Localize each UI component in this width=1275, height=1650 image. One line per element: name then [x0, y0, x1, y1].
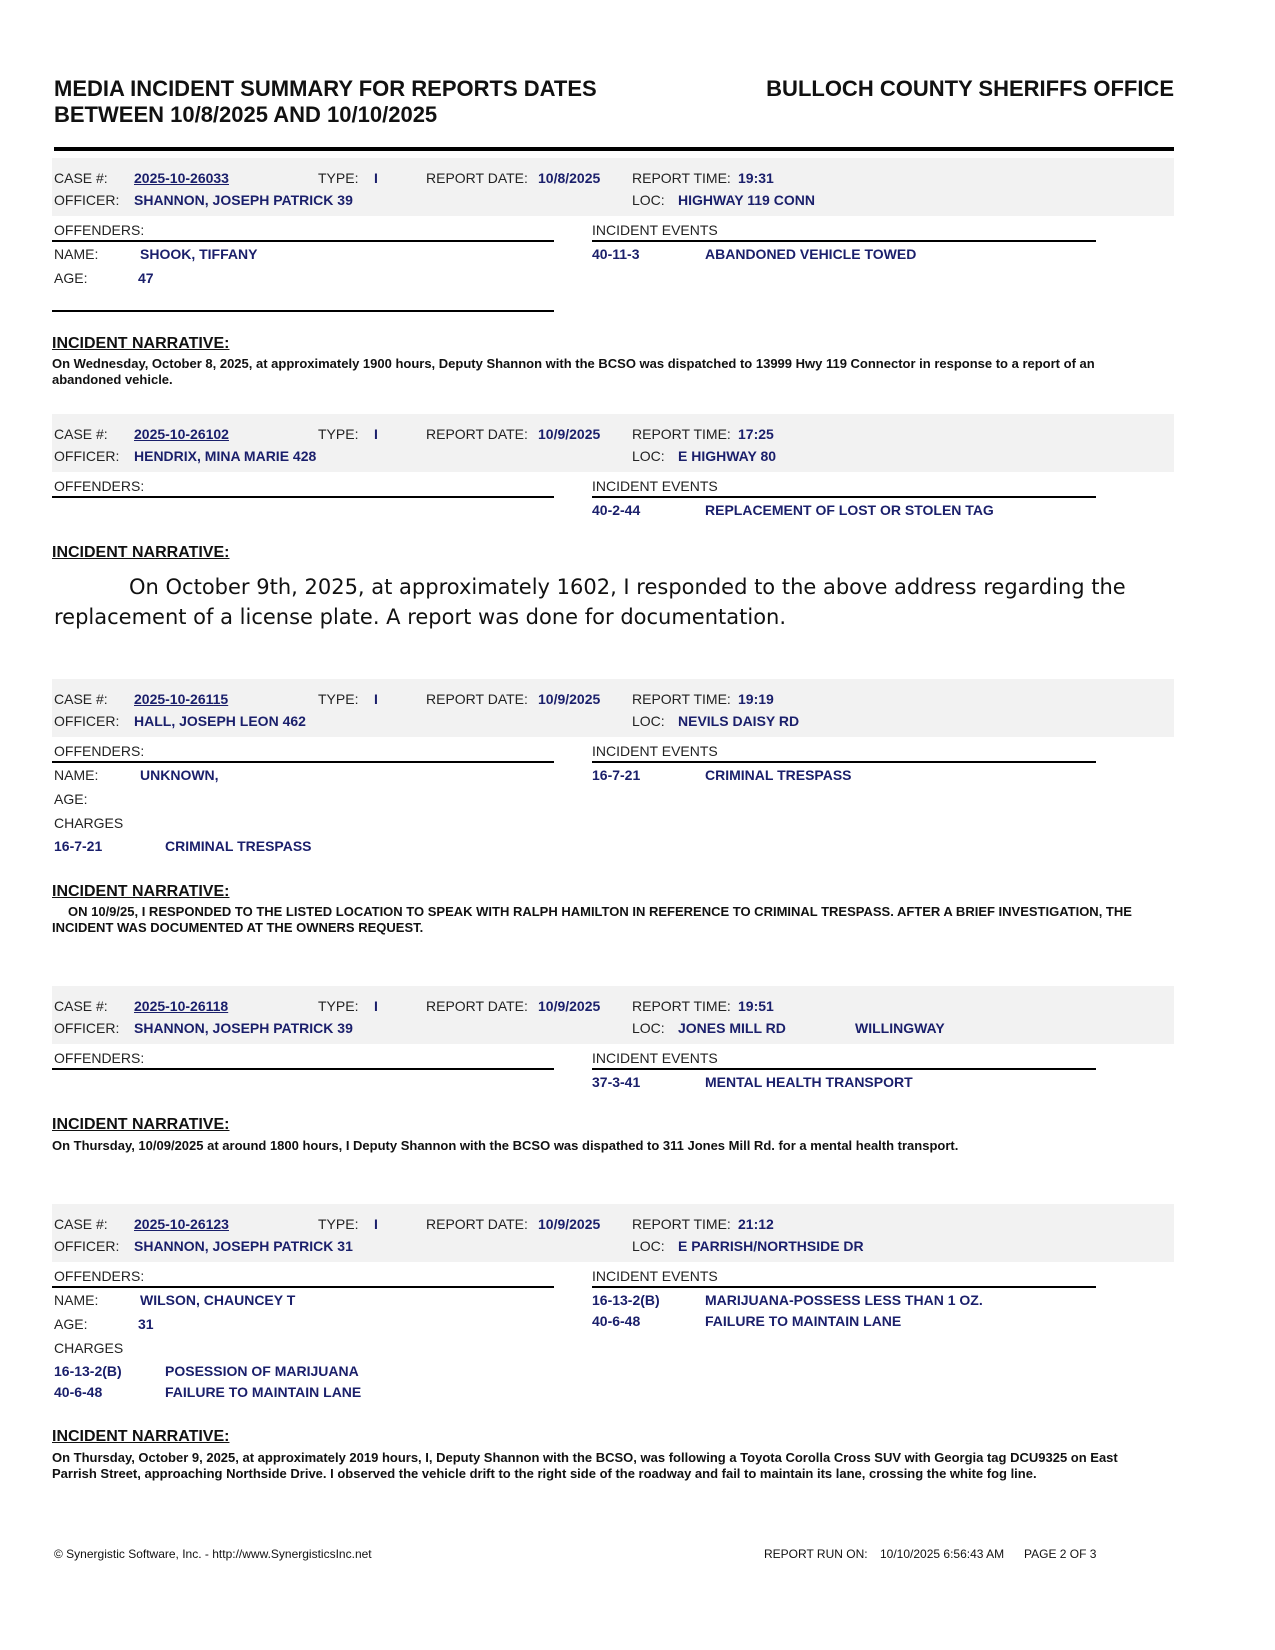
- events-divider: [592, 1286, 1096, 1288]
- narrative-heading: INCIDENT NARRATIVE:: [52, 1428, 230, 1445]
- type-value: I: [374, 426, 378, 442]
- report-date-value: 10/9/2025: [538, 691, 601, 707]
- event-description: REPLACEMENT OF LOST OR STOLEN TAG: [705, 502, 994, 518]
- events-divider: [592, 1068, 1096, 1070]
- narrative-heading: INCIDENT NARRATIVE:: [52, 544, 230, 561]
- header-divider: [54, 147, 1174, 151]
- narrative-heading: INCIDENT NARRATIVE:: [52, 1116, 230, 1133]
- officer-value: HALL, JOSEPH LEON 462: [134, 713, 306, 729]
- narrative-text: On Thursday, 10/09/2025 at around 1800 hours, I Deputy Shannon with the BCSO was dispathed to 311 Jones Mill Rd. for a mental health transport.: [52, 1138, 959, 1153]
- report-date-label: REPORT DATE:: [426, 170, 528, 186]
- narrative-text: On October 9th, 2025, at approximately 1602, I responded to the above address regarding the replacement of a license plate. A report was done for documentation.: [54, 575, 1126, 629]
- officer-label: OFFICER:: [54, 448, 120, 464]
- offenders-divider: [52, 240, 554, 242]
- report-date-value: 10/9/2025: [538, 1216, 601, 1232]
- event-description: MENTAL HEALTH TRANSPORT: [705, 1074, 913, 1090]
- offenders-label: OFFENDERS:: [54, 1268, 145, 1284]
- event-description: ABANDONED VEHICLE TOWED: [705, 246, 917, 262]
- offender-name: WILSON, CHAUNCEY T: [140, 1292, 296, 1308]
- type-value: I: [374, 170, 378, 186]
- narrative-text: ON 10/9/25, I RESPONDED TO THE LISTED LOCATION TO SPEAK WITH RALPH HAMILTON IN REFERENCE TO CRIMINAL TRESPASS. AFTER A BRIEF INVESTIGATION, THE INCIDENT WAS DOCUMENTED AT THE OWNERS REQUEST.: [52, 904, 1132, 935]
- officer-value: SHANNON, JOSEPH PATRICK 39: [134, 1020, 353, 1036]
- report-time-value: 19:19: [738, 691, 774, 707]
- case-number-link[interactable]: 2025-10-26118: [134, 998, 229, 1014]
- age-label: AGE:: [54, 1316, 88, 1332]
- type-label: TYPE:: [318, 1216, 359, 1232]
- offender-name: UNKNOWN,: [140, 767, 219, 783]
- report-time-label: REPORT TIME:: [632, 170, 731, 186]
- report-time-value: 17:25: [738, 426, 774, 442]
- events-divider: [592, 496, 1096, 498]
- loc-value: NEVILS DAISY RD: [678, 713, 800, 729]
- charge-description: CRIMINAL TRESPASS: [165, 838, 312, 854]
- incident-events-label: INCIDENT EVENTS: [592, 478, 718, 494]
- report-time-label: REPORT TIME:: [632, 426, 731, 442]
- offenders-divider: [52, 496, 554, 498]
- loc-label: LOC:: [632, 1020, 665, 1036]
- incident-events-label: INCIDENT EVENTS: [592, 1050, 718, 1066]
- charge-code: 40-6-48: [54, 1384, 103, 1400]
- report-time-value: 19:31: [738, 170, 774, 186]
- charge-code: 16-13-2(B): [54, 1363, 122, 1379]
- officer-label: OFFICER:: [54, 1020, 120, 1036]
- event-code: 40-2-44: [592, 502, 641, 518]
- event-code: 37-3-41: [592, 1074, 641, 1090]
- narrative-text: On Thursday, October 9, 2025, at approximately 2019 hours, I, Deputy Shannon with the BCSO, was following a Toyota Corolla Cross SUV with Georgia tag DCU9325 on East Parrish Street, approaching Northside Drive. I observed the vehicle drift to the right side of the roadway and fail to maintain its lane, crossing the white fog line.: [52, 1450, 1118, 1481]
- offender-age: 47: [138, 270, 154, 286]
- age-label: AGE:: [54, 791, 88, 807]
- event-description: CRIMINAL TRESPASS: [705, 767, 852, 783]
- type-value: I: [374, 998, 378, 1014]
- report-time-label: REPORT TIME:: [632, 691, 731, 707]
- report-date-value: 10/9/2025: [538, 426, 601, 442]
- report-date-label: REPORT DATE:: [426, 426, 528, 442]
- offenders-divider: [52, 1068, 554, 1070]
- offenders-label: OFFENDERS:: [54, 743, 145, 759]
- name-label: NAME:: [54, 1292, 99, 1308]
- type-label: TYPE:: [318, 998, 359, 1014]
- narrative-heading: INCIDENT NARRATIVE:: [52, 883, 230, 900]
- loc-label: LOC:: [632, 1238, 665, 1254]
- loc-label: LOC:: [632, 192, 665, 208]
- report-date-label: REPORT DATE:: [426, 998, 528, 1014]
- case-number-label: CASE #:: [54, 691, 108, 707]
- report-date-label: REPORT DATE:: [426, 691, 528, 707]
- case-number-link[interactable]: 2025-10-26115: [134, 691, 229, 707]
- agency-name: BULLOCH COUNTY SHERIFFS OFFICE: [766, 76, 1174, 101]
- event-description: FAILURE TO MAINTAIN LANE: [705, 1313, 902, 1329]
- type-value: I: [374, 1216, 378, 1232]
- report-date-value: 10/9/2025: [538, 998, 601, 1014]
- type-label: TYPE:: [318, 426, 359, 442]
- age-label: AGE:: [54, 270, 88, 286]
- report-date-value: 10/8/2025: [538, 170, 601, 186]
- case-record: [52, 414, 1174, 634]
- case-record: [52, 158, 1174, 388]
- report-run-label: REPORT RUN ON:: [764, 1547, 868, 1561]
- loc-value: JONES MILL RD: [678, 1020, 786, 1036]
- event-description: MARIJUANA-POSSESS LESS THAN 1 OZ.: [705, 1292, 983, 1308]
- officer-label: OFFICER:: [54, 192, 120, 208]
- offenders-label: OFFENDERS:: [54, 478, 145, 494]
- case-record: [52, 679, 1174, 959]
- name-label: NAME:: [54, 246, 99, 262]
- report-time-value: 21:12: [738, 1216, 774, 1232]
- loc-label: LOC:: [632, 713, 665, 729]
- case-number-label: CASE #:: [54, 1216, 108, 1232]
- offenders-end-divider: [52, 310, 554, 312]
- report-time-label: REPORT TIME:: [632, 998, 731, 1014]
- loc-value: E HIGHWAY 80: [678, 448, 777, 464]
- events-divider: [592, 761, 1096, 763]
- offenders-divider: [52, 1286, 554, 1288]
- officer-label: OFFICER:: [54, 713, 120, 729]
- officer-value: SHANNON, JOSEPH PATRICK 31: [134, 1238, 353, 1254]
- event-code: 40-11-3: [592, 246, 640, 262]
- officer-label: OFFICER:: [54, 1238, 120, 1254]
- offender-age: 31: [138, 1316, 154, 1332]
- incident-events-label: INCIDENT EVENTS: [592, 222, 718, 238]
- event-code: 16-13-2(B): [592, 1292, 660, 1308]
- events-divider: [592, 240, 1096, 242]
- type-label: TYPE:: [318, 170, 359, 186]
- loc-secondary-value: WILLINGWAY: [855, 1020, 945, 1036]
- charge-code: 16-7-21: [54, 838, 103, 854]
- case-number-label: CASE #:: [54, 998, 108, 1014]
- offenders-label: OFFENDERS:: [54, 222, 145, 238]
- event-code: 40-6-48: [592, 1313, 641, 1329]
- type-label: TYPE:: [318, 691, 359, 707]
- case-number-label: CASE #:: [54, 170, 108, 186]
- loc-label: LOC:: [632, 448, 665, 464]
- loc-value: E PARRISH/NORTHSIDE DR: [678, 1238, 864, 1254]
- report-run-value: 10/10/2025 6:56:43 AM: [880, 1547, 1005, 1561]
- charges-label: CHARGES: [54, 815, 124, 831]
- incident-events-label: INCIDENT EVENTS: [592, 743, 718, 759]
- type-value: I: [374, 691, 378, 707]
- charge-description: FAILURE TO MAINTAIN LANE: [165, 1384, 362, 1400]
- copyright-text: © Synergistic Software, Inc. - http://www.SynergisticsInc.net: [54, 1547, 372, 1561]
- charge-description: POSESSION OF MARIJUANA: [165, 1363, 359, 1379]
- case-record: [52, 1204, 1174, 1504]
- case-record: [52, 986, 1174, 1166]
- event-code: 16-7-21: [592, 767, 641, 783]
- officer-value: SHANNON, JOSEPH PATRICK 39: [134, 192, 353, 208]
- offender-name: SHOOK, TIFFANY: [140, 246, 258, 262]
- report-time-value: 19:51: [738, 998, 774, 1014]
- case-number-link[interactable]: 2025-10-26102: [134, 426, 229, 442]
- report-time-label: REPORT TIME:: [632, 1216, 731, 1232]
- page-number: PAGE 2 OF 3: [1024, 1547, 1097, 1561]
- case-number-link[interactable]: 2025-10-26033: [134, 170, 229, 186]
- loc-value: HIGHWAY 119 CONN: [678, 192, 815, 208]
- offenders-label: OFFENDERS:: [54, 1050, 145, 1066]
- narrative-heading: INCIDENT NARRATIVE:: [52, 335, 230, 352]
- offenders-divider: [52, 761, 554, 763]
- incident-events-label: INCIDENT EVENTS: [592, 1268, 718, 1284]
- case-number-label: CASE #:: [54, 426, 108, 442]
- narrative-text: On Wednesday, October 8, 2025, at approximately 1900 hours, Deputy Shannon with the BCSO was dispatched to 13999 Hwy 119 Connector in response to a report of an abandoned vehicle.: [52, 356, 1095, 387]
- page-header: [54, 76, 1174, 136]
- charges-label: CHARGES: [54, 1340, 124, 1356]
- officer-value: HENDRIX, MINA MARIE 428: [134, 448, 317, 464]
- name-label: NAME:: [54, 767, 99, 783]
- report-date-label: REPORT DATE:: [426, 1216, 528, 1232]
- report-title: MEDIA INCIDENT SUMMARY FOR REPORTS DATES BETWEEN 10/8/2025 AND 10/10/2025: [54, 76, 597, 127]
- case-number-link[interactable]: 2025-10-26123: [134, 1216, 229, 1232]
